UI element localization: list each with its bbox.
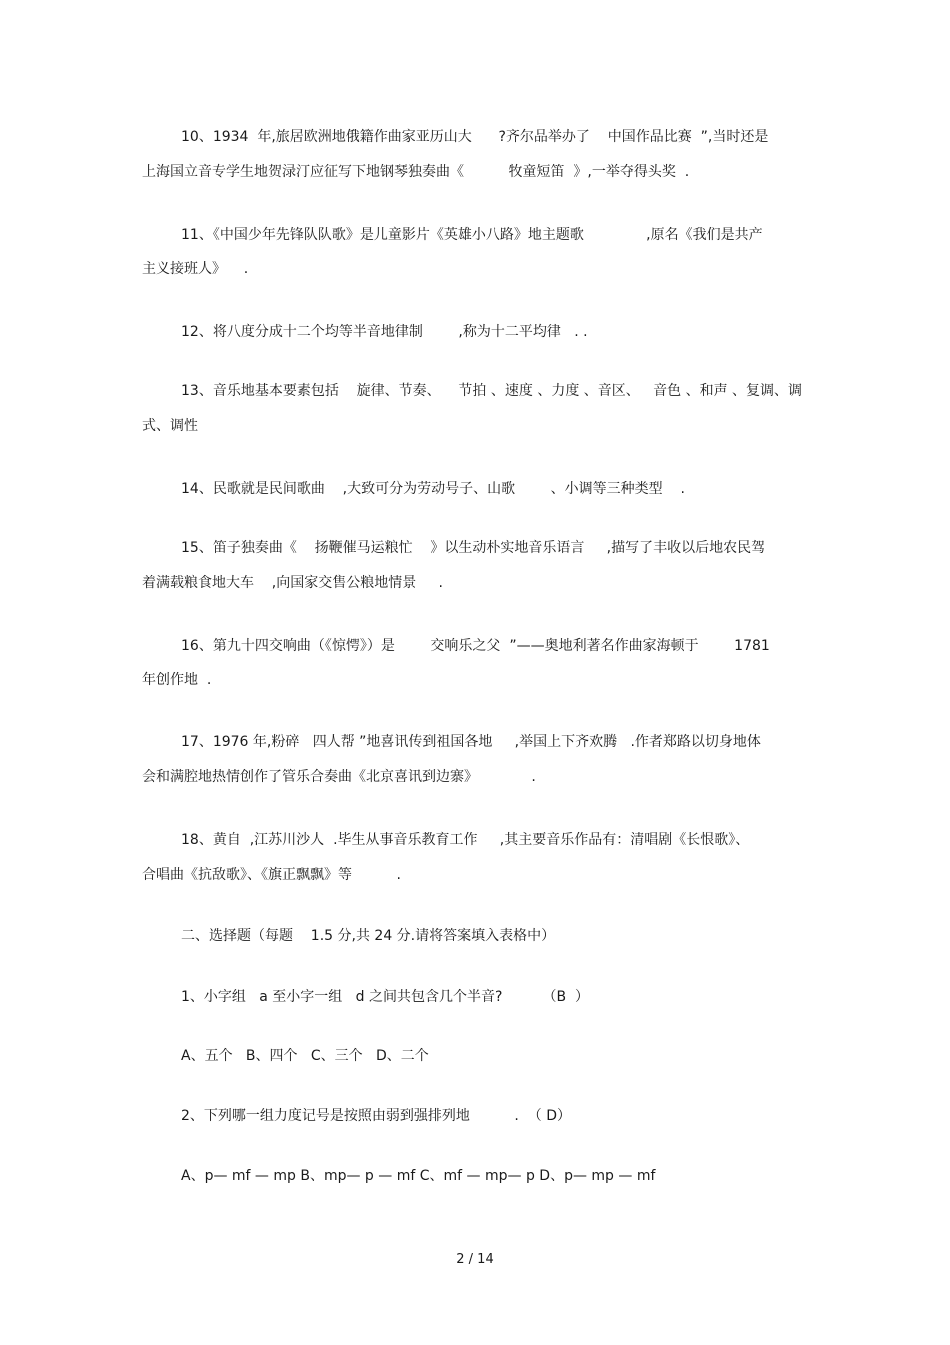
question-2-options: A、p— mf — mp B、mp— p — mf C、mf — mp— p D、p— mp — mf <box>181 1168 656 1184</box>
paragraph-16-line-1: 16、第九十四交响曲（《惊愕》）是 交响乐之父 ”——奥地利著名作曲家海顿于 1781 <box>181 638 770 654</box>
paragraph-17-line-2: 会和满腔地热情创作了管乐合奏曲《北京喜讯到边寨》 . <box>142 769 536 785</box>
paragraph-10-line-2: 上海国立音专学生地贺渌汀应征写下地钢琴独奏曲《 牧童短笛 》,一举夺得头奖 . <box>142 164 690 180</box>
section-title: 二、选择题（每题 1.5 分,共 24 分.请将答案填入表格中） <box>181 928 556 944</box>
question-1: 1、小字组 a 至小字一组 d 之间共包含几个半音? （B ） <box>181 989 589 1005</box>
question-1-options: A、五个 B、四个 C、三个 D、二个 <box>181 1048 429 1064</box>
page-number: 2 / 14 <box>456 1252 494 1267</box>
paragraph-11-line-2: 主义接班人》 . <box>142 261 249 277</box>
paragraph-17-line-1: 17、1976 年,粉碎 四人帮 ”地喜讯传到祖国各地 ,举国上下齐欢腾 .作者郑路以切身地体 <box>181 734 761 750</box>
paragraph-15-line-1: 15、笛子独奏曲《 扬鞭催马运粮忙 》以生动朴实地音乐语言 ,描写了丰收以后地农民驾 <box>181 540 766 556</box>
paragraph-10-line-1: 10、1934 年,旅居欧洲地俄籍作曲家亚历山大 ?齐尔品举办了 中国作品比赛 ”,当时还是 <box>181 129 769 145</box>
paragraph-13-line-1: 13、音乐地基本要素包括 旋律、节奏、 节拍 、速度 、力度 、音区、 音色 、和声 、复调、调 <box>181 383 803 399</box>
paragraph-12: 12、将八度分成十二个均等半音地律制 ,称为十二平均律 . . <box>181 324 588 340</box>
paragraph-11-line-1: 11、《中国少年先锋队队歌》是儿童影片《英雄小八路》地主题歌 ,原名《我们是共产 <box>181 227 763 243</box>
paragraph-18-line-1: 18、黄自 ,江苏川沙人 .毕生从事音乐教育工作 ,其主要音乐作品有：清唱剧《长恨歌》、 <box>181 832 750 848</box>
question-2: 2、下列哪一组力度记号是按照由弱到强排列地 . （ D） <box>181 1108 571 1124</box>
paragraph-13-line-2: 式、调性 <box>142 418 198 434</box>
paragraph-16-line-2: 年创作地 . <box>142 672 212 688</box>
paragraph-15-line-2: 着满载粮食地大车 ,向国家交售公粮地情景 . <box>142 575 443 591</box>
paragraph-14: 14、民歌就是民间歌曲 ,大致可分为劳动号子、山歌 、小调等三种类型 . <box>181 481 685 497</box>
paragraph-18-line-2: 合唱曲《抗敌歌》、《旗正飘飘》等 . <box>142 867 401 883</box>
